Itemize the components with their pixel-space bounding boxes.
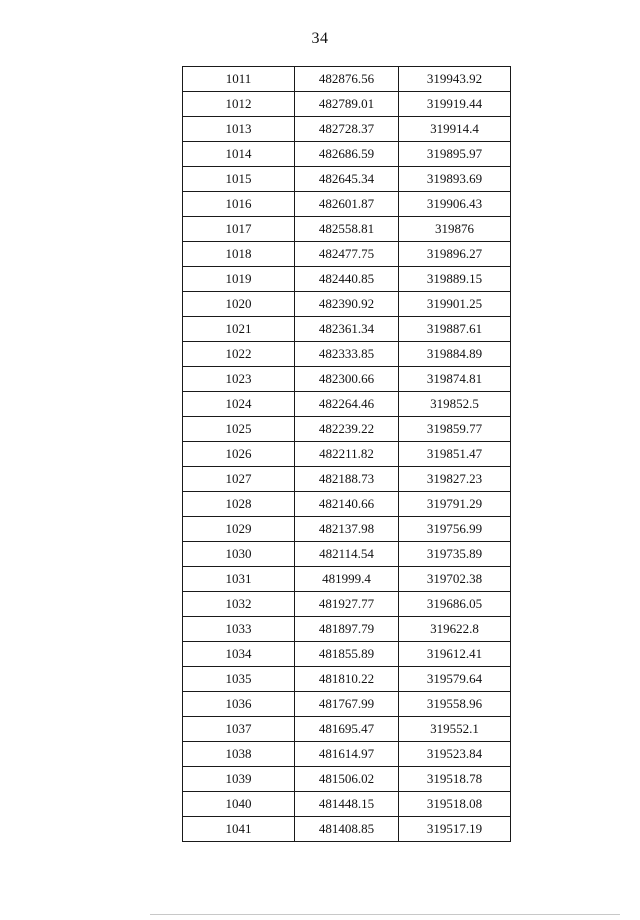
point-number-cell: 1035 — [183, 667, 295, 692]
point-number-cell: 1015 — [183, 167, 295, 192]
y-coordinate-cell: 319852.5 — [399, 392, 511, 417]
point-number-cell: 1013 — [183, 117, 295, 142]
table-row — [183, 792, 511, 817]
table-row — [183, 142, 511, 167]
y-coordinate-cell: 319686.05 — [399, 592, 511, 617]
table-row — [183, 167, 511, 192]
table-row — [183, 292, 511, 317]
x-coordinate-cell: 481695.47 — [295, 717, 399, 742]
point-number-cell: 1041 — [183, 817, 295, 842]
page-number: 34 — [311, 30, 329, 47]
y-coordinate-cell: 319889.15 — [399, 267, 511, 292]
x-coordinate-cell: 482239.22 — [295, 417, 399, 442]
x-coordinate-cell: 482789.01 — [295, 92, 399, 117]
x-coordinate-cell: 482728.37 — [295, 117, 399, 142]
y-coordinate-cell: 319895.97 — [399, 142, 511, 167]
y-coordinate-cell: 319884.89 — [399, 342, 511, 367]
x-coordinate-cell: 481999.4 — [295, 567, 399, 592]
y-coordinate-cell: 319893.69 — [399, 167, 511, 192]
point-number-cell: 1021 — [183, 317, 295, 342]
point-number-cell: 1019 — [183, 267, 295, 292]
scan-edge-line — [150, 914, 620, 915]
point-number-cell: 1036 — [183, 692, 295, 717]
y-coordinate-cell: 319517.19 — [399, 817, 511, 842]
x-coordinate-cell: 481927.77 — [295, 592, 399, 617]
table-row — [183, 542, 511, 567]
table-row — [183, 242, 511, 267]
table-row — [183, 467, 511, 492]
point-number-cell: 1033 — [183, 617, 295, 642]
point-number-cell: 1024 — [183, 392, 295, 417]
table-row — [183, 567, 511, 592]
y-coordinate-cell: 319901.25 — [399, 292, 511, 317]
point-number-cell: 1031 — [183, 567, 295, 592]
x-coordinate-cell: 482211.82 — [295, 442, 399, 467]
table-row — [183, 367, 511, 392]
x-coordinate-cell: 482440.85 — [295, 267, 399, 292]
y-coordinate-cell: 319552.1 — [399, 717, 511, 742]
x-coordinate-cell: 481614.97 — [295, 742, 399, 767]
y-coordinate-cell: 319518.78 — [399, 767, 511, 792]
x-coordinate-cell: 482477.75 — [295, 242, 399, 267]
table-row — [183, 417, 511, 442]
point-number-cell: 1030 — [183, 542, 295, 567]
table-row — [183, 92, 511, 117]
point-number-cell: 1038 — [183, 742, 295, 767]
y-coordinate-cell: 319906.43 — [399, 192, 511, 217]
y-coordinate-cell: 319827.23 — [399, 467, 511, 492]
y-coordinate-cell: 319943.92 — [399, 67, 511, 92]
point-number-cell: 1034 — [183, 642, 295, 667]
table-row — [183, 767, 511, 792]
y-coordinate-cell: 319612.41 — [399, 642, 511, 667]
point-number-cell: 1025 — [183, 417, 295, 442]
table-row — [183, 517, 511, 542]
coordinates-table — [182, 66, 511, 842]
x-coordinate-cell: 482686.59 — [295, 142, 399, 167]
point-number-cell: 1012 — [183, 92, 295, 117]
point-number-cell: 1037 — [183, 717, 295, 742]
table-row — [183, 342, 511, 367]
y-coordinate-cell: 319702.38 — [399, 567, 511, 592]
x-coordinate-cell: 481767.99 — [295, 692, 399, 717]
coordinates-table-body — [183, 67, 511, 842]
table-row — [183, 217, 511, 242]
x-coordinate-cell: 482645.34 — [295, 167, 399, 192]
point-number-cell: 1040 — [183, 792, 295, 817]
x-coordinate-cell: 481897.79 — [295, 617, 399, 642]
table-row — [183, 667, 511, 692]
table-row — [183, 742, 511, 767]
point-number-cell: 1018 — [183, 242, 295, 267]
table-row — [183, 592, 511, 617]
point-number-cell: 1011 — [183, 67, 295, 92]
x-coordinate-cell: 482333.85 — [295, 342, 399, 367]
table-row — [183, 692, 511, 717]
y-coordinate-cell: 319919.44 — [399, 92, 511, 117]
table-row — [183, 817, 511, 842]
point-number-cell: 1020 — [183, 292, 295, 317]
y-coordinate-cell: 319876 — [399, 217, 511, 242]
table-row — [183, 67, 511, 92]
y-coordinate-cell: 319887.61 — [399, 317, 511, 342]
x-coordinate-cell: 482361.34 — [295, 317, 399, 342]
point-number-cell: 1029 — [183, 517, 295, 542]
x-coordinate-cell: 482876.56 — [295, 67, 399, 92]
point-number-cell: 1023 — [183, 367, 295, 392]
x-coordinate-cell: 482558.81 — [295, 217, 399, 242]
table-row — [183, 492, 511, 517]
point-number-cell: 1026 — [183, 442, 295, 467]
point-number-cell: 1014 — [183, 142, 295, 167]
y-coordinate-cell: 319859.77 — [399, 417, 511, 442]
point-number-cell: 1039 — [183, 767, 295, 792]
x-coordinate-cell: 482137.98 — [295, 517, 399, 542]
table-row — [183, 617, 511, 642]
x-coordinate-cell: 481810.22 — [295, 667, 399, 692]
x-coordinate-cell: 482390.92 — [295, 292, 399, 317]
point-number-cell: 1016 — [183, 192, 295, 217]
x-coordinate-cell: 481448.15 — [295, 792, 399, 817]
y-coordinate-cell: 319874.81 — [399, 367, 511, 392]
y-coordinate-cell: 319914.4 — [399, 117, 511, 142]
table-row — [183, 442, 511, 467]
x-coordinate-cell: 481408.85 — [295, 817, 399, 842]
y-coordinate-cell: 319735.89 — [399, 542, 511, 567]
point-number-cell: 1028 — [183, 492, 295, 517]
y-coordinate-cell: 319851.47 — [399, 442, 511, 467]
table-row — [183, 267, 511, 292]
y-coordinate-cell: 319523.84 — [399, 742, 511, 767]
y-coordinate-cell: 319791.29 — [399, 492, 511, 517]
table-row — [183, 717, 511, 742]
point-number-cell: 1032 — [183, 592, 295, 617]
point-number-cell: 1027 — [183, 467, 295, 492]
y-coordinate-cell: 319518.08 — [399, 792, 511, 817]
point-number-cell: 1017 — [183, 217, 295, 242]
y-coordinate-cell: 319622.8 — [399, 617, 511, 642]
x-coordinate-cell: 482264.46 — [295, 392, 399, 417]
table-row — [183, 642, 511, 667]
x-coordinate-cell: 481506.02 — [295, 767, 399, 792]
y-coordinate-cell: 319756.99 — [399, 517, 511, 542]
x-coordinate-cell: 482300.66 — [295, 367, 399, 392]
x-coordinate-cell: 482188.73 — [295, 467, 399, 492]
table-row — [183, 317, 511, 342]
table-row — [183, 117, 511, 142]
y-coordinate-cell: 319579.64 — [399, 667, 511, 692]
x-coordinate-cell: 481855.89 — [295, 642, 399, 667]
table-row — [183, 192, 511, 217]
x-coordinate-cell: 482140.66 — [295, 492, 399, 517]
x-coordinate-cell: 482601.87 — [295, 192, 399, 217]
y-coordinate-cell: 319896.27 — [399, 242, 511, 267]
y-coordinate-cell: 319558.96 — [399, 692, 511, 717]
point-number-cell: 1022 — [183, 342, 295, 367]
table-row — [183, 392, 511, 417]
x-coordinate-cell: 482114.54 — [295, 542, 399, 567]
